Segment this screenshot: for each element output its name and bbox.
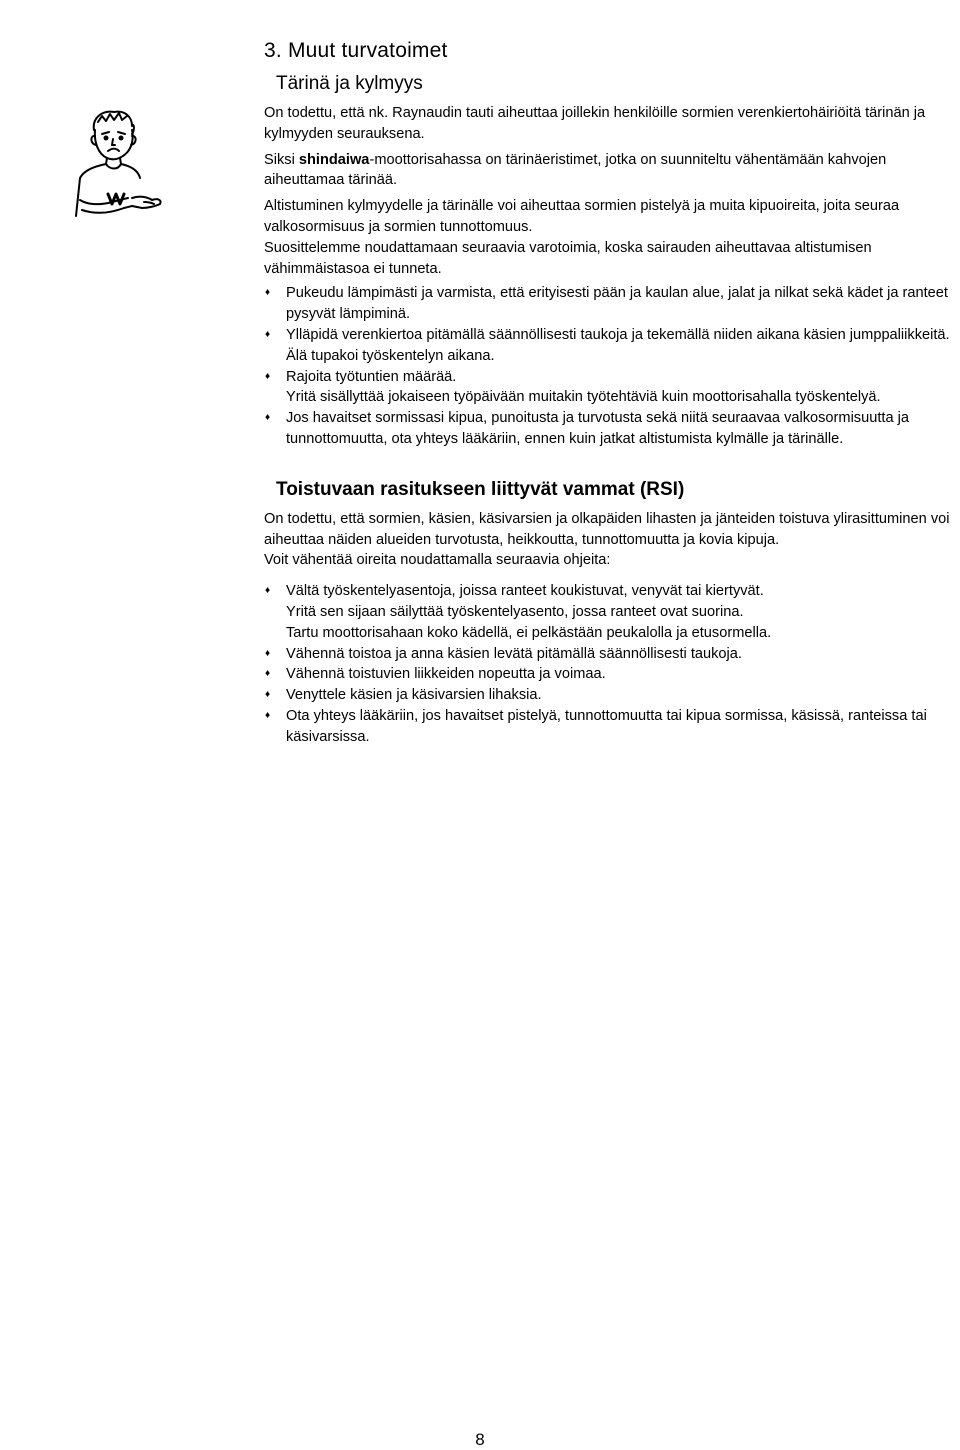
- list-item-text: Tartu moottorisahaan koko kädellä, ei pelkästään peukalolla ja etusormella.: [286, 624, 772, 641]
- vibration-paragraph-4: Suosittelemme noudattamaan seuraavia varotoimia, koska sairauden aiheuttavaa altistumisen vähimmäistasoa ei tunneta.: [264, 239, 872, 277]
- bullet-icon: ♦: [265, 287, 271, 299]
- person-cold-hands-illustration: [72, 108, 168, 226]
- vibration-heading: Tärinä ja kylmyys: [276, 73, 423, 94]
- bullet-icon: ♦: [265, 709, 271, 721]
- list-item-text: Ylläpidä verenkiertoa pitämällä säännöllisesti taukoja ja tekemällä niiden aikana käsien jumppaliikkeitä.: [286, 326, 950, 343]
- rsi-bullet-list: [264, 581, 954, 747]
- bullet-icon: ♦: [265, 328, 271, 340]
- content-column: [264, 38, 954, 748]
- list-item: [264, 706, 954, 748]
- list-item: [264, 685, 954, 706]
- list-item-text: Vähennä toistuvien liikkeiden nopeutta ja voimaa.: [286, 666, 606, 683]
- list-item: [264, 283, 954, 325]
- vibration-paragraph-3: Altistuminen kylmyydelle ja tärinälle voi aiheuttaa sormien pistelyä ja muita kipuoireita, joita seuraa valkosormisuus ja sormien tunnottomuus.: [264, 198, 900, 235]
- list-item-text: Ota yhteys lääkäriin, jos havaitset pistelyä, tunnottomuutta tai kipua sormissa, käsissä, ranteissa tai käsivarsissa.: [286, 707, 927, 745]
- siksi-prefix: Siksi: [264, 151, 299, 168]
- list-item: [264, 664, 954, 685]
- page-number: 8: [475, 1430, 485, 1449]
- bullet-icon: ♦: [265, 412, 271, 424]
- brand-name: shindaiwa: [298, 151, 370, 168]
- list-item: [264, 367, 954, 409]
- list-item: [264, 581, 954, 643]
- bullet-icon: ♦: [265, 370, 271, 382]
- vibration-bullet-list: [264, 283, 954, 449]
- list-item: [264, 408, 954, 450]
- list-item-text: Vähennä toistoa ja anna käsien levätä pitämällä säännöllisesti taukoja.: [286, 645, 742, 662]
- list-item-text: Vältä työskentelyasentoja, joissa ranteet koukistuvat, venyvät tai kiertyvät.: [286, 583, 764, 600]
- section-title: 3. Muut turvatoimet: [264, 39, 448, 62]
- list-item-text: Venyttele käsien ja käsivarsien lihaksia.: [286, 687, 542, 704]
- bullet-icon: ♦: [265, 668, 271, 680]
- vibration-paragraph-2: [264, 150, 954, 192]
- vibration-paragraph-2-text: moottorisahassa on tärinäeristimet, jotka on suunniteltu vähentämään kahvojen aiheuttamaa tärinää.: [264, 151, 887, 189]
- bullet-icon: ♦: [265, 647, 271, 659]
- list-item-text: Yritä sisällyttää jokaiseen työpäivään muitakin työtehtäviä kuin moottorisahalla työskentelyä.: [286, 389, 881, 406]
- list-item-text: Yritä sen sijaan säilyttää työskentelyasento, jossa ranteet ovat suorina.: [286, 603, 744, 620]
- rsi-paragraph-1: On todettu, että sormien, käsien, käsivarsien ja olkapäiden lihasten ja jänteiden toistuva ylirasittuminen voi aiheuttaa näiden alueiden turvotusta, heikkoutta, tunnottomuutta ja kovia kipuja.: [264, 510, 950, 548]
- brand-suffix: -: [369, 151, 375, 168]
- bullet-icon: ♦: [265, 689, 271, 701]
- vibration-paragraph-1: On todettu, että nk. Raynaudin tauti aiheuttaa joillekin henkilöille sormien verenkiertohäiriöitä tärinän ja kylmyyden seurauksena.: [264, 105, 926, 142]
- list-item: [264, 325, 954, 367]
- rsi-heading: Toistuvaan rasitukseen liittyvät vammat (RSI): [276, 478, 685, 500]
- list-item-text: Rajoita työtuntien määrää.: [286, 368, 457, 385]
- list-item: [264, 644, 954, 665]
- list-item-text: Älä tupakoi työskentelyn aikana.: [286, 347, 495, 364]
- list-item-text: Jos havaitset sormissasi kipua, punoitusta ja turvotusta sekä niitä seuraavaa valkosormisuutta ja tunnottomuutta, ota yhteys lääkäriin, ennen kuin jatkat altistumista kylmälle ja tärinälle.: [286, 410, 909, 447]
- list-item-text: Pukeudu lämpimästi ja varmista, että erityisesti pään ja kaulan alue, jalat ja nilkat sekä kädet ja ranteet pysyvät lämpiminä.: [286, 285, 948, 323]
- rsi-paragraph-2: Voit vähentää oireita noudattamalla seuraavia ohjeita:: [264, 552, 611, 569]
- bullet-icon: ♦: [265, 585, 271, 597]
